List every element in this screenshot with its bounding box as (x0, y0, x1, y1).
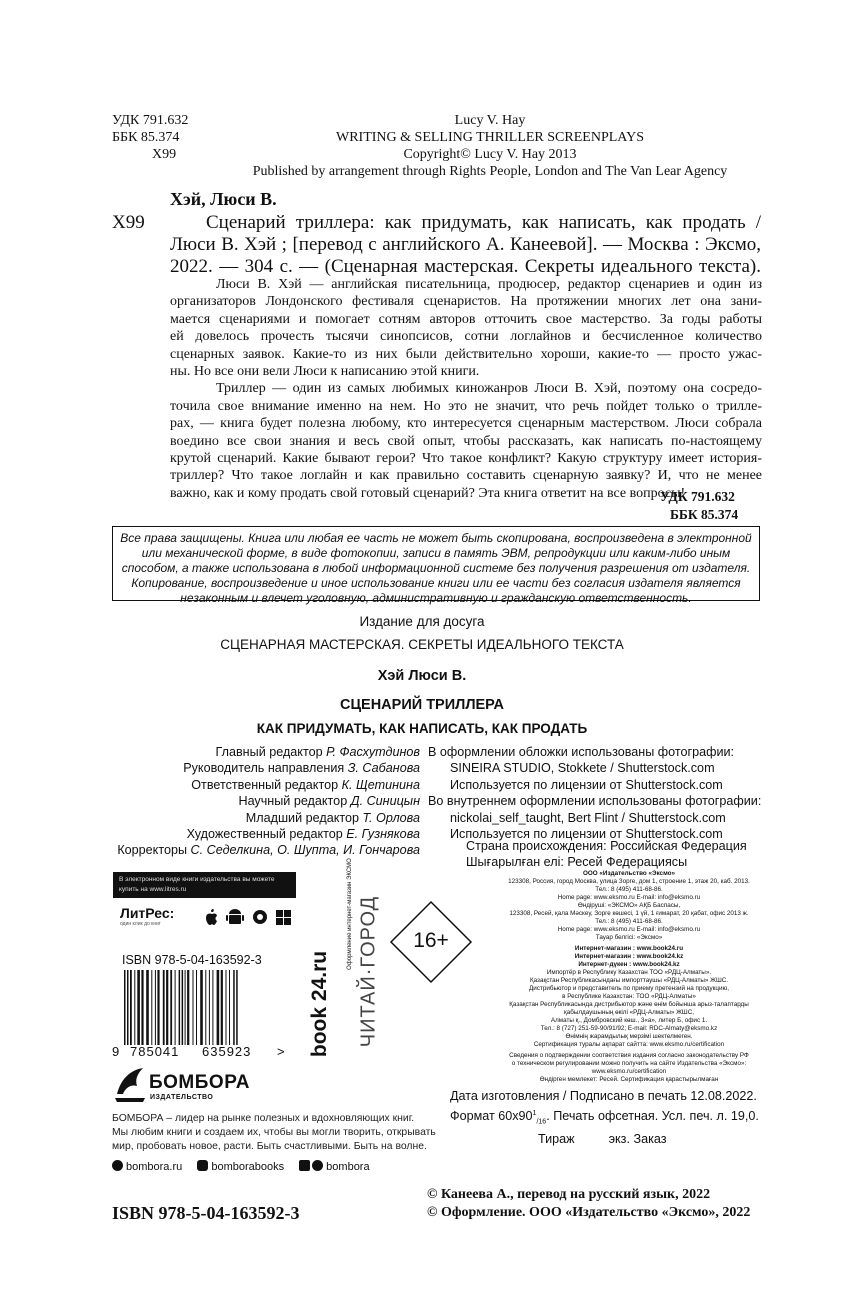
barcode-bar (175, 970, 176, 1045)
print-info (450, 1088, 759, 1148)
barcode-bar (212, 970, 213, 1045)
header-original (200, 112, 780, 180)
imprint-line: Импортёр в Республику Казахстан ТОО «РДЦ-Алматы». (546, 969, 712, 976)
imprint-line: Дистрибьютор и представитель по приему претензий на продукцию, (529, 985, 729, 992)
litres-banner: В электронном виде книги издательства вы можете купить на www.litres.ru (113, 872, 296, 898)
imprint-line: Тел.: 8 (727) 251-59-90/91/92; E-mail: RDC-Almaty@eksmo.kz (540, 1025, 718, 1032)
imprint-line: Қазақстан Республикасында дистрибьютор және өнім бойынша арыз-талаптарды (509, 1001, 749, 1008)
barcode-bar (124, 970, 126, 1045)
gear-icon (253, 910, 267, 924)
apple-icon (206, 909, 217, 925)
barcode-bar (196, 970, 197, 1045)
rights-line: способом, а также использована в любой информационной системе без получения разрешения от издателя. (121, 561, 751, 575)
bombora-description: БОМБОРА – лидер на рынке полезных и вдохновляющих книг. Мы любим книги и создаем их, чтобы вы могли творить, открывать мир, пробовать новое, расти. Быть счастливыми. Быть на волне. (112, 1113, 436, 1152)
imprint-line: Сертификация туралы ақпарат сайтта: www.eksmo.ru/certification (533, 1041, 725, 1048)
imprint-line: Сведения о подтверждении соответствия издания согласно законодательству РФ (509, 1052, 749, 1059)
imprint-line: Өндірген мемлекет: Ресей. Сертификация қарастырылмаған (539, 1076, 719, 1083)
imprint-line: ООО «Издательство «Эксмо» (582, 870, 675, 877)
orig-title: WRITING & SELLING THRILLER SCREENPLAYS (336, 130, 644, 145)
bombora-wave-icon (113, 1064, 147, 1104)
annotation-line: важно, как и кому продать свой готовый сценарий? Эта книга ответит на все вопросы! (170, 485, 686, 501)
imprint-line: о техническом регулировании можно получить на сайте Издательства «Эксмо»: (511, 1060, 747, 1067)
orig-published-by: Published by arrangement through Rights People, London and The Van Lear Agency (252, 164, 728, 179)
origin-kz: Шығарылған елі: Ресей Федерациясы (466, 855, 688, 870)
imprint-line: 123308, Ресей, қала Мәскеу, Зорге көшесі, 1 үй, 1 ғимарат, 20 қабат, офис 2013 ж. (509, 910, 749, 917)
header-udk: УДК 791.632 (112, 113, 189, 128)
credits-right (428, 744, 768, 842)
annotation-line: воедино все свои знания и весь свой опыт, чтобы рассказать, как написать по-настоящему (170, 433, 762, 449)
photo-credit: Во внутреннем оформлении использованы фотографии: (428, 794, 762, 809)
barcode-bar (187, 970, 189, 1045)
vk-icon (299, 1160, 310, 1171)
origin-country (466, 838, 747, 871)
edition-author: Хэй Люси В. (377, 668, 467, 684)
biblio-record (170, 212, 761, 278)
barcode-digits-group1: 785041 (130, 1044, 180, 1059)
annotation (170, 276, 762, 502)
annotation-bbk: ББК 85.374 (670, 507, 739, 522)
imprint-line: Интернет-дүкен : www.book24.kz (578, 961, 680, 968)
bombora-logo: БОМБОРА ИЗДАТЕЛЬСТВО (113, 1064, 273, 1108)
telegram-icon (312, 1160, 323, 1171)
rights-line: Все права защищены. Книга или любая ее часть не может быть скопирована, воспроизведена в электронной (120, 531, 752, 545)
biblio-line: Сценарий триллера: как придумать, как написать, как продать / (206, 212, 761, 233)
barcode-bar (146, 970, 149, 1045)
imprint-line: в Республике Казахстан: ТОО «РДЦ-Алматы» (562, 993, 696, 1000)
orig-copyright: Copyright© Lucy V. Hay 2013 (403, 147, 577, 162)
copyright-design: © Оформление. ООО «Издательство «Эксмо», 2022 (427, 1205, 751, 1220)
annotation-line: сценарных заявок. Какие-то из них были действительно хороши, какие-то — просто ужас- (170, 346, 762, 362)
print-date: Дата изготовления / Подписано в печать 12.08.2022. (450, 1089, 757, 1103)
barcode-bar (226, 970, 227, 1045)
header-bbk: ББК 85.374 (112, 130, 180, 145)
imprint-line: Home page: www.eksmo.ru E-mail: info@eksmo.ru (557, 926, 701, 933)
biblio-line: Люси В. Хэй ; [перевод с английского А. Канеевой]. — Москва : Эксмо, (170, 234, 761, 255)
edition-subtitle: КАК ПРИДУМАТЬ, КАК НАПИСАТЬ, КАК ПРОДАТЬ (256, 721, 588, 736)
imprint-line: Өндіруші: «ЭКСМО» АҚБ Баспасы, (577, 902, 681, 909)
barcode-bar (141, 970, 143, 1045)
barcode-bar (166, 970, 168, 1045)
bombora-social (112, 1160, 370, 1173)
instagram-link[interactable]: bomborabooks (197, 1161, 284, 1173)
instagram-icon (197, 1160, 208, 1171)
annotation-line: мается сценариями и помогает сотням авторов отточить свое мастерство. За годы работы (170, 311, 762, 327)
annotation-line: организаторов Лондонского фестиваля сценаристов. На протяжении многих лет она зани- (170, 294, 762, 310)
rights-line: или механической форме, в виде фотокопии, записи в память ЭВМ, репродукции или каким-либо иным (141, 546, 731, 560)
barcode-digit-first: 9 (112, 1044, 120, 1059)
barcode-digits-group2: 635923 (202, 1044, 252, 1059)
vertical-small-text: Оформление интернет-магазин ЭКСМО (346, 858, 353, 970)
app-platform-icons (203, 906, 295, 928)
barcode-bar (127, 970, 129, 1045)
origin-ru: Страна происхождения: Российская Федерация (466, 839, 747, 853)
barcode-bar (200, 970, 203, 1045)
footer-copyrights (427, 1186, 750, 1222)
globe-icon (112, 1160, 123, 1171)
imprint-line: Интернет-магазин : www.book24.kz (574, 953, 684, 960)
annotation-codes (640, 488, 750, 524)
book24-vertical-logo: book 24.ru (308, 950, 331, 1058)
imprint-line: Интернет-магазин : www.book24.ru (574, 945, 684, 952)
annotation-line: ей довелось прочесть тысячи синопсисов, сотни логлайнов и бесчисленное количество (170, 329, 762, 345)
age-rating-badge: 16+ (389, 900, 473, 984)
chitai-gorod-vertical-logo: ЧИТАЙ·ГОРОД (357, 895, 380, 1048)
barcode-bar (205, 970, 206, 1045)
annotation-line: триллер? Что такое логлайн и как правильно составить сценарную заявку? И, что не менее (170, 468, 762, 484)
rights-box (112, 526, 760, 605)
imprint-line: Алматы қ., Домбровский көш., 3«а», литер Б, офис 1. (550, 1017, 708, 1024)
print-run: Тираж экз. Заказ (538, 1131, 667, 1146)
credit-row: Младший редактор Т. Орлова (245, 810, 420, 825)
barcode-bar (134, 970, 135, 1045)
barcode-bar (209, 970, 210, 1045)
biblio-code: Х99 (112, 212, 145, 233)
credit-row: Ответственный редактор К. Щетинина (191, 777, 420, 792)
web-link[interactable]: bombora.ru (112, 1161, 182, 1173)
imprint-line: Тел.: 8 (495) 411-68-86. (595, 918, 663, 925)
imprint-line: қабылдаушының өкілі «РДЦ-Алматы» ЖШС, (563, 1009, 694, 1016)
imprint-line: Home page: www.eksmo.ru E-mail: info@eksmo.ru (557, 894, 701, 901)
barcode-bar (182, 970, 184, 1045)
rights-line: незаконным и влечет уголовную, административную и гражданскую ответственность. (180, 591, 692, 605)
annotation-udk: УДК 791.632 (660, 489, 735, 504)
imprint-line: Қазақстан Республикасындағы импорттаушы «РДЦ-Алматы» ЖШС. (529, 977, 729, 984)
windows-icon (276, 910, 291, 925)
footer-isbn: ISBN 978-5-04-163592-3 (112, 1203, 300, 1223)
imprint-line: www.eksmo.ru/certification (591, 1068, 667, 1075)
imprint-line: Тауар белгісі: «Эксмо» (595, 934, 663, 941)
photo-credit: nickolai_self_taught, Bert Flint / Shutterstock.com (450, 810, 726, 825)
copyright-translation: © Канеева А., перевод на русский язык, 2022 (427, 1187, 711, 1202)
edition-type: Издание для досуга (359, 614, 485, 629)
imprint-block (474, 870, 784, 1084)
barcode-isbn-label: ISBN 978-5-04-163592-3 (122, 953, 262, 967)
barcode-bar (236, 970, 238, 1045)
imprint-line: 123308, Россия, город Москва, улица Зорге, дом 1, строение 1, этаж 20, каб. 2013. (508, 878, 750, 885)
rights-line: Копирование, воспроизведение и иное использование книги или ее части без согласия издателя является (131, 576, 741, 590)
barcode-bar (179, 970, 181, 1045)
barcode-bar (170, 970, 172, 1045)
edition-title: СЦЕНАРИЙ ТРИЛЛЕРА (339, 697, 505, 713)
barcode-bar (151, 970, 152, 1045)
edition-series: СЦЕНАРНАЯ МАСТЕРСКАЯ. СЕКРЕТЫ ИДЕАЛЬНОГО ТЕКСТА (220, 637, 624, 652)
barcode-bar (229, 970, 230, 1045)
annotation-line: Триллер — один из самых любимых киножанров Люси В. Хэй, поэтому она сосредо- (216, 381, 762, 397)
android-icon (226, 909, 244, 924)
annotation-line: крутой сценарий. Какие бывают герои? Что такое конфликт? Какую структуру имеет история- (170, 451, 762, 467)
barcode (112, 970, 285, 1060)
litres-logo: ЛитРес: один клик до книг (120, 905, 175, 927)
barcode-bar (217, 970, 220, 1045)
credit-row: Художественный редактор Е. Гузнякова (186, 827, 420, 842)
barcode-bar (221, 970, 223, 1045)
biblio-author: Хэй, Люси В. (170, 189, 277, 209)
annotation-line: рах, — книга будет полезна любому, кто интересуется сценарным мастерством. Люси собрала (170, 416, 762, 432)
barcode-bar (130, 970, 132, 1045)
orig-author: Lucy V. Hay (454, 113, 526, 128)
biblio-line: 2022. — 304 с. — (Сценарная мастерская. Секреты идеального текста). (170, 256, 761, 277)
barcode-bar (193, 970, 194, 1045)
barcode-bars (122, 970, 277, 1045)
credit-row: Корректоры С. Седелкина, О. Шупта, И. Гончарова (117, 843, 420, 858)
credit-row: Руководитель направления З. Сабанова (183, 761, 420, 776)
barcode-bar (137, 970, 140, 1045)
barcode-bar (185, 970, 186, 1045)
barcode-bar (163, 970, 165, 1045)
barcode-arrow: > (277, 1044, 285, 1059)
annotation-line: точила свое внимание именно на нем. Но это не значит, что речь пойдет только о трилле- (170, 398, 762, 414)
barcode-bar (233, 970, 235, 1045)
annotation-line: ны. Но все они вели Люси к написанию этой книги. (170, 364, 480, 380)
barcode-bar (155, 970, 156, 1045)
imprint-line: Тел.: 8 (495) 411-68-86. (595, 886, 663, 893)
photo-credit: Используется по лицензии от Shutterstock.com (450, 777, 723, 792)
header-code: Х99 (152, 147, 177, 162)
imprint-line: Өнімнің жарамдылық мерзімі шектелмеген. (565, 1033, 693, 1040)
print-format: Формат $60x90^1_{/16}$. Печать офсетная. Усл. печ. л. 19,0. (450, 1109, 759, 1126)
annotation-line: Люси В. Хэй — английская писательница, продюсер, редактор сценариев и один из (216, 277, 762, 292)
credits-left (100, 744, 420, 859)
credit-row: Научный редактор Д. Синицын (238, 794, 420, 809)
barcode-bar (157, 970, 159, 1045)
credit-row: Главный редактор Р. Фасхутдинов (215, 745, 420, 759)
photo-credit: SINEIRA STUDIO, Stokkete / Shutterstock.com (450, 761, 715, 776)
photo-credit: Используется по лицензии от Shutterstock.com (450, 827, 723, 842)
vk-telegram-link[interactable]: bombora (299, 1161, 369, 1173)
photo-credit: В оформлении обложки использованы фотографии: (428, 745, 735, 759)
